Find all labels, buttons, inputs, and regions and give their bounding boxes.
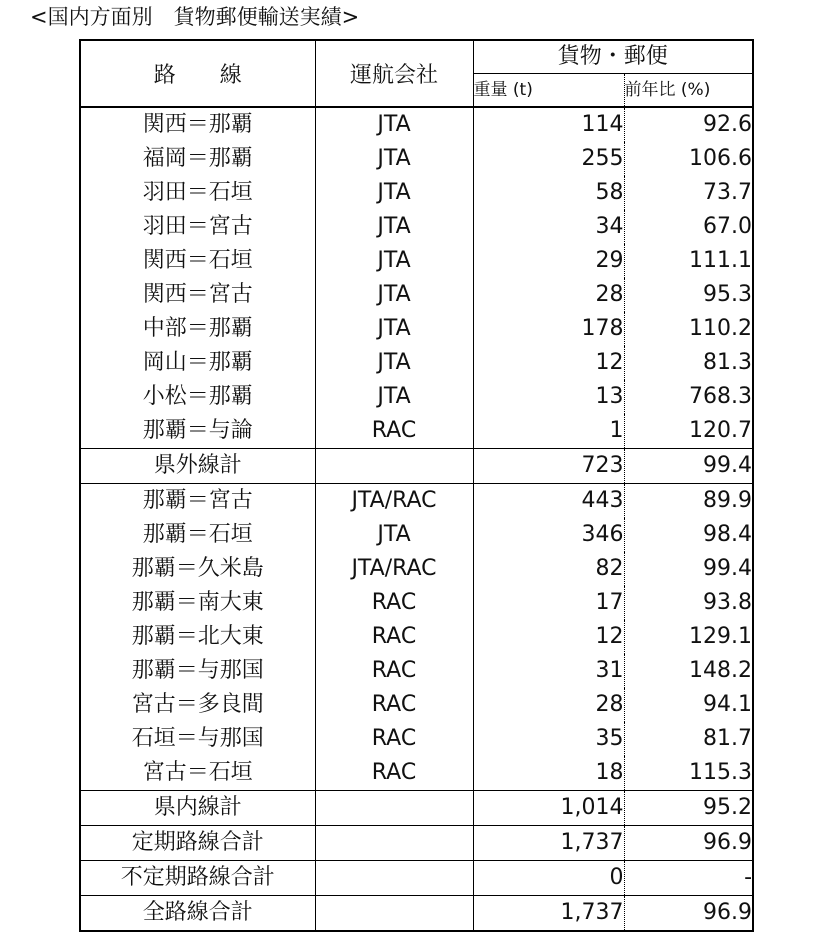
- table-row: [80, 654, 753, 688]
- weight-cell: 178: [473, 312, 624, 346]
- carrier-cell: JTA: [315, 278, 473, 312]
- route-cell: 那覇＝宮古: [80, 484, 315, 519]
- route-cell: 羽田＝宮古: [80, 210, 315, 244]
- weight-cell: 82: [473, 552, 624, 586]
- carrier-cell: RAC: [315, 586, 473, 620]
- ratio-cell: 148.2: [689, 658, 753, 683]
- carrier-cell: JTA: [315, 380, 473, 414]
- carrier-cell: [315, 896, 473, 932]
- carrier-cell: JTA: [315, 244, 473, 278]
- weight-cell: 1: [473, 414, 624, 449]
- header-cargo-mail: 貨物・郵便: [473, 40, 753, 74]
- table-row: [80, 722, 753, 756]
- weight-cell: 12: [473, 620, 624, 654]
- ratio-cell: 81.3: [703, 350, 753, 375]
- route-cell: 関西＝石垣: [80, 244, 315, 278]
- ratio-cell: 96.9: [624, 896, 753, 932]
- table-row: [80, 518, 753, 552]
- weight-cell: 34: [473, 210, 624, 244]
- route-cell: 石垣＝与那国: [80, 722, 315, 756]
- route-cell: 岡山＝那覇: [80, 346, 315, 380]
- ratio-cell: 99.4: [703, 556, 753, 581]
- ratio-cell: 111.1: [689, 248, 753, 273]
- ratio-cell: 95.2: [624, 791, 753, 826]
- table-row: [80, 620, 753, 654]
- ratio-cell: 67.0: [703, 214, 753, 239]
- route-cell: 那覇＝石垣: [80, 518, 315, 552]
- table-row: [80, 312, 753, 346]
- ratio-cell: 95.3: [703, 282, 753, 307]
- ratio-cell: 96.9: [624, 826, 753, 861]
- carrier-cell: RAC: [315, 688, 473, 722]
- route-cell: 宮古＝多良間: [80, 688, 315, 722]
- carrier-cell: RAC: [315, 414, 473, 449]
- route-cell: 関西＝那覇: [80, 107, 315, 142]
- route-cell: 県外線計: [80, 449, 315, 484]
- ratio-cell: 93.8: [703, 590, 753, 615]
- total-row: [80, 791, 753, 826]
- weight-cell: 13: [473, 380, 624, 414]
- weight-cell: 31: [473, 654, 624, 688]
- total-row: [80, 449, 753, 484]
- table-row: [80, 176, 753, 210]
- route-cell: 定期路線合計: [80, 826, 315, 861]
- carrier-cell: [315, 861, 473, 896]
- ratio-cell: -: [624, 861, 753, 896]
- carrier-cell: RAC: [315, 722, 473, 756]
- route-cell: 那覇＝与論: [80, 414, 315, 449]
- header-route: 路 線: [80, 40, 315, 107]
- table-row: [80, 278, 753, 312]
- weight-cell: 1,737: [473, 826, 624, 861]
- carrier-cell: RAC: [315, 654, 473, 688]
- weight-cell: 1,014: [473, 791, 624, 826]
- table-caption: <国内方面別 貨物郵便輸送実績>: [30, 5, 360, 29]
- table-row: [80, 107, 753, 142]
- ratio-cell: 129.1: [689, 624, 753, 649]
- weight-cell: 114: [473, 107, 624, 142]
- ratio-cell: 94.1: [703, 692, 753, 717]
- table-row: [80, 756, 753, 791]
- table-row: [80, 586, 753, 620]
- table-row: [80, 414, 753, 449]
- table-body: [80, 107, 753, 931]
- carrier-cell: [315, 826, 473, 861]
- carrier-cell: [315, 449, 473, 484]
- route-cell: 小松＝那覇: [80, 380, 315, 414]
- header-ratio: 前年比 (%): [624, 80, 711, 100]
- weight-cell: 346: [473, 518, 624, 552]
- route-cell: 那覇＝北大東: [80, 620, 315, 654]
- weight-cell: 17: [473, 586, 624, 620]
- total-row: [80, 896, 753, 932]
- table-row: [80, 244, 753, 278]
- ratio-cell: 115.3: [689, 760, 753, 785]
- carrier-cell: JTA/RAC: [315, 484, 473, 519]
- ratio-cell: 81.7: [703, 726, 753, 751]
- header-carrier: 運航会社: [315, 40, 473, 107]
- route-cell: 羽田＝石垣: [80, 176, 315, 210]
- carrier-cell: JTA: [315, 312, 473, 346]
- weight-cell: 18: [473, 756, 624, 791]
- weight-cell: 1,737: [473, 896, 624, 932]
- header-weight: 重量 (t): [473, 74, 624, 108]
- weight-cell: 0: [473, 861, 624, 896]
- route-cell: 福岡＝那覇: [80, 142, 315, 176]
- weight-cell: 35: [473, 722, 624, 756]
- ratio-cell: 120.7: [689, 418, 753, 443]
- carrier-cell: JTA: [315, 142, 473, 176]
- weight-cell: 723: [473, 449, 624, 484]
- route-cell: 中部＝那覇: [80, 312, 315, 346]
- route-cell: 不定期路線合計: [80, 861, 315, 896]
- carrier-cell: JTA: [315, 346, 473, 380]
- table-row: [80, 552, 753, 586]
- ratio-cell: 92.6: [624, 107, 753, 142]
- ratio-cell: 106.6: [689, 146, 753, 171]
- route-cell: 宮古＝石垣: [80, 756, 315, 791]
- carrier-cell: JTA: [315, 107, 473, 142]
- carrier-cell: JTA/RAC: [315, 552, 473, 586]
- ratio-cell: 98.4: [703, 522, 753, 547]
- weight-cell: 443: [473, 484, 624, 519]
- route-cell: 那覇＝久米島: [80, 552, 315, 586]
- route-cell: 那覇＝与那国: [80, 654, 315, 688]
- carrier-cell: JTA: [315, 518, 473, 552]
- route-cell: 全路線合計: [80, 896, 315, 932]
- weight-cell: 29: [473, 244, 624, 278]
- carrier-cell: RAC: [315, 620, 473, 654]
- weight-cell: 58: [473, 176, 624, 210]
- table-row: [80, 688, 753, 722]
- route-cell: 県内線計: [80, 791, 315, 826]
- table-row: [80, 142, 753, 176]
- route-cell: 那覇＝南大東: [80, 586, 315, 620]
- carrier-cell: RAC: [315, 756, 473, 791]
- table-row: [80, 346, 753, 380]
- carrier-cell: JTA: [315, 176, 473, 210]
- ratio-cell: 89.9: [624, 484, 753, 519]
- weight-cell: 28: [473, 278, 624, 312]
- route-cell: 関西＝宮古: [80, 278, 315, 312]
- table-row: [80, 210, 753, 244]
- table-row: [80, 484, 753, 519]
- cargo-mail-table: [79, 39, 754, 932]
- weight-cell: 28: [473, 688, 624, 722]
- carrier-cell: JTA: [315, 210, 473, 244]
- weight-cell: 12: [473, 346, 624, 380]
- ratio-cell: 110.2: [689, 316, 753, 341]
- ratio-cell: 73.7: [703, 180, 753, 205]
- table-row: [80, 380, 753, 414]
- total-row: [80, 861, 753, 896]
- ratio-cell: 99.4: [624, 449, 753, 484]
- ratio-cell: 768.3: [689, 384, 753, 409]
- weight-cell: 255: [473, 142, 624, 176]
- total-row: [80, 826, 753, 861]
- carrier-cell: [315, 791, 473, 826]
